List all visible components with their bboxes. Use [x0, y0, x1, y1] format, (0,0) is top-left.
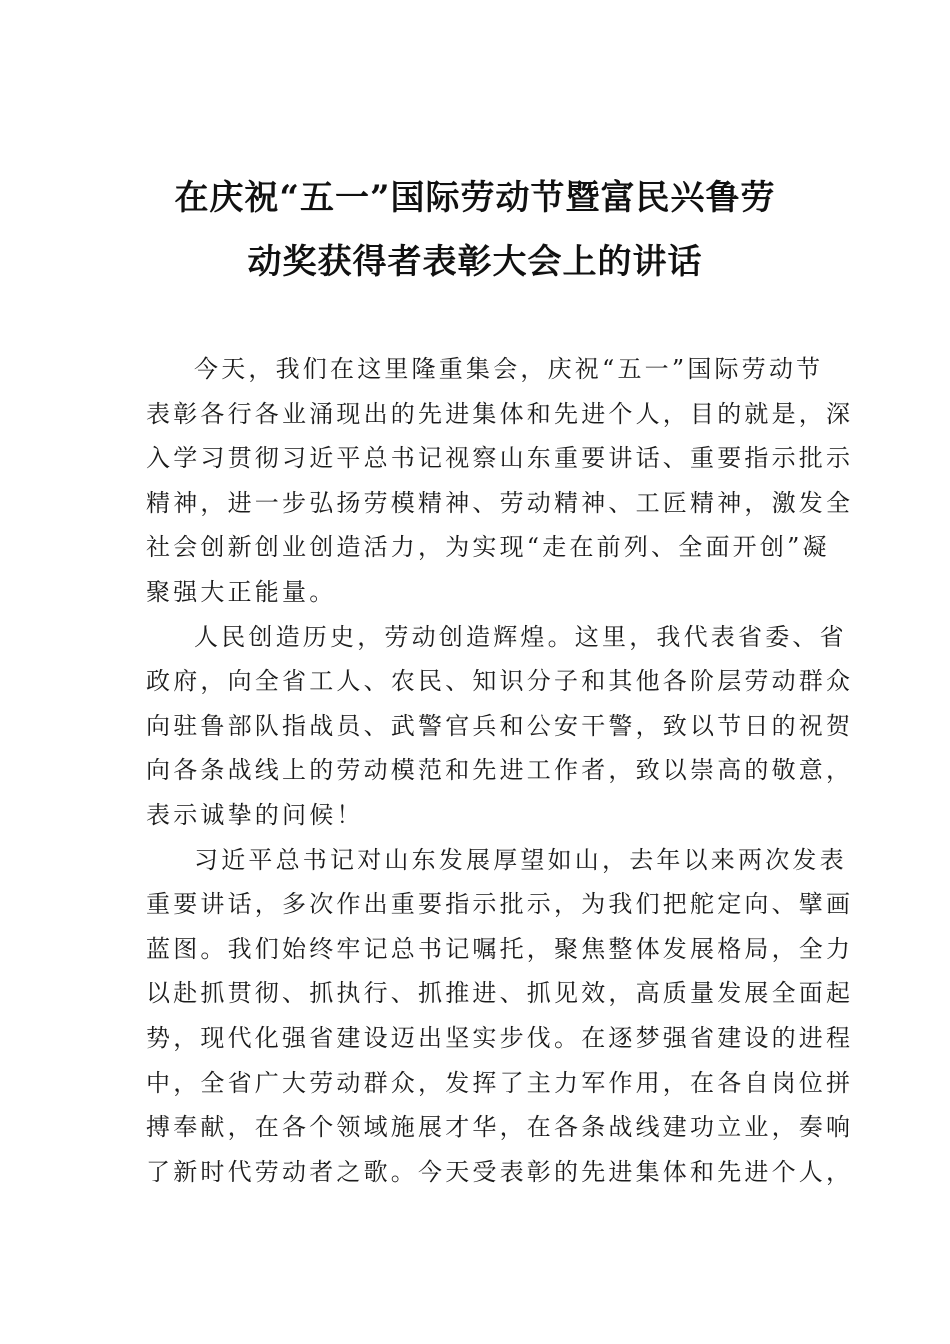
- text-line: 精神，进一步弘扬劳模精神、劳动精神、工匠精神，激发全: [146, 488, 854, 517]
- text-line: 社会创新创业创造活力，为实现“走在前列、全面开创”凝: [146, 533, 830, 562]
- page-title: [130, 166, 820, 294]
- paragraph-2: [146, 615, 854, 838]
- text-line: 今天，我们在这里隆重集会，庆祝“五一”国际劳动节: [194, 355, 824, 383]
- text-line: 中，全省广大劳动群众，发挥了主力军作用，在各自岗位拼: [146, 1068, 854, 1097]
- text-line: 入学习贯彻习近平总书记视察山东重要讲话、重要指示批示: [146, 444, 854, 473]
- text-line: 蓝图。我们始终牢记总书记嘱托，聚焦整体发展格局，全力: [146, 934, 854, 963]
- text-line: 重要讲话，多次作出重要指示批示，为我们把舵定向、擘画: [146, 890, 854, 919]
- text-line: 搏奉献，在各个领域施展才华，在各条战线建功立业，奏响: [146, 1113, 854, 1142]
- paragraph-3: [146, 838, 854, 1195]
- text-line: 向驻鲁部队指战员、武警官兵和公安干警，致以节日的祝贺: [146, 711, 854, 740]
- text-line: 以赴抓贯彻、抓执行、抓推进、抓见效，高质量发展全面起: [146, 979, 854, 1008]
- text-line: 习近平总书记对山东发展厚望如山，去年以来两次发表: [194, 845, 847, 874]
- document-body: [146, 347, 854, 1194]
- text-line: 政府，向全省工人、农民、知识分子和其他各阶层劳动群众: [146, 667, 854, 696]
- title-line-1: 在庆祝“五一”国际劳动节暨富民兴鲁劳: [174, 178, 776, 218]
- text-line: 向各条战线上的劳动模范和先进工作者，致以崇高的敬意，: [146, 756, 854, 785]
- text-line: 人民创造历史，劳动创造辉煌。这里，我代表省委、省: [194, 622, 847, 651]
- title-line-2: 动奖获得者表彰大会上的讲话: [247, 242, 703, 282]
- text-line: 表示诚挚的问候！: [146, 800, 364, 829]
- paragraph-1: [146, 347, 854, 615]
- text-line: 了新时代劳动者之歌。今天受表彰的先进集体和先进个人，: [146, 1157, 854, 1186]
- text-line: 聚强大正能量。: [146, 577, 337, 606]
- text-line: 势，现代化强省建设迈出坚实步伐。在逐梦强省建设的进程: [146, 1023, 854, 1052]
- text-line: 表彰各行各业涌现出的先进集体和先进个人，目的就是，深: [146, 399, 854, 428]
